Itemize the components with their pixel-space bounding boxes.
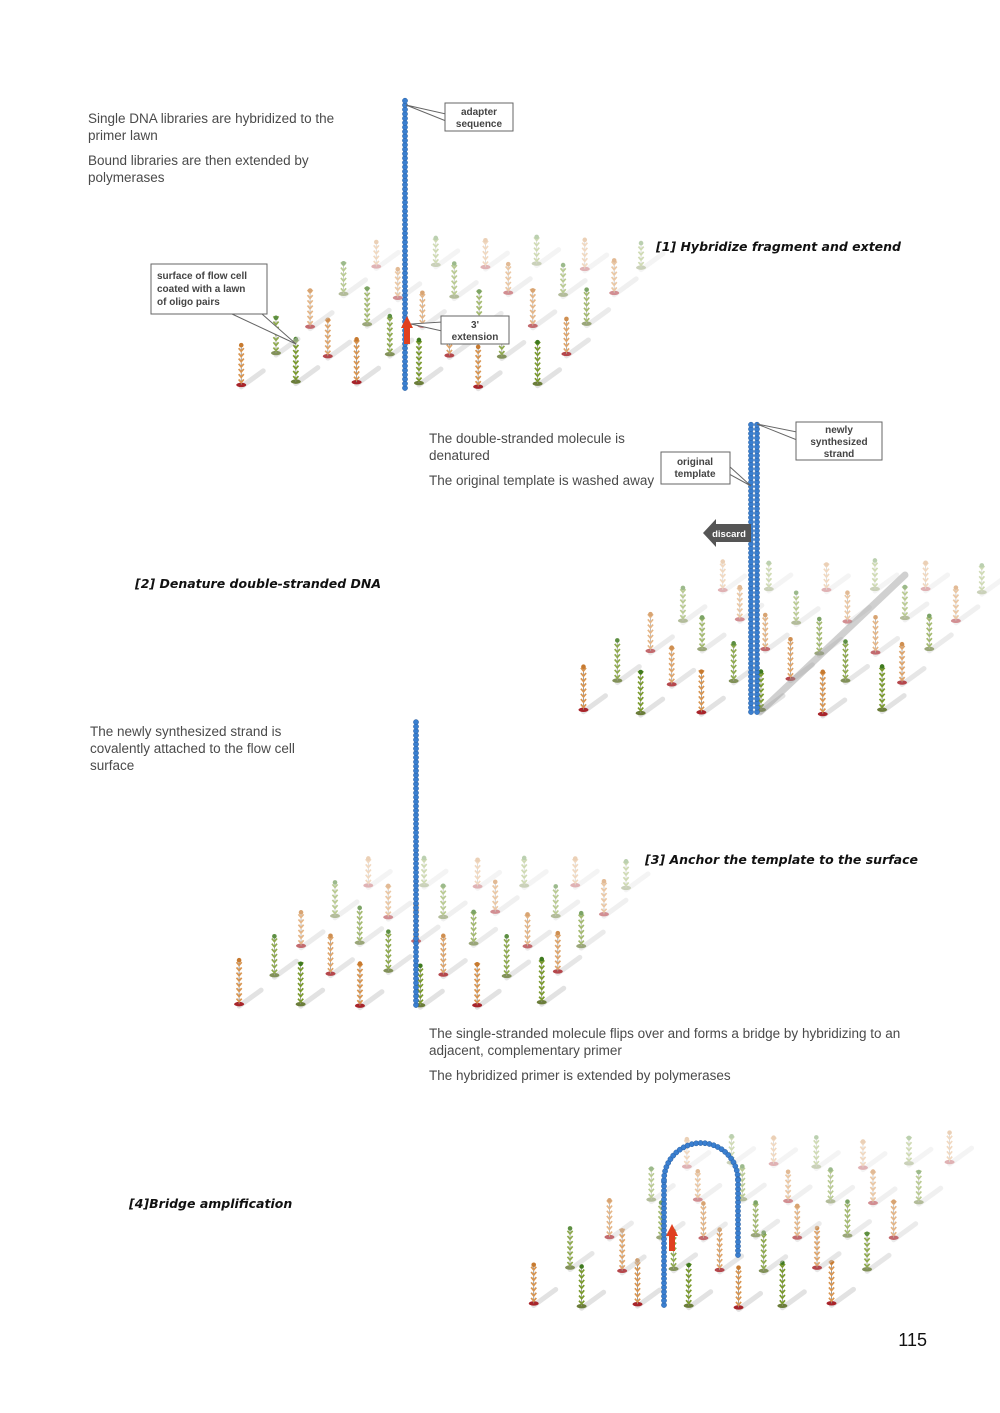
surface-callout-line2: coated with a lawn [157, 284, 246, 295]
oligo-primer [826, 1167, 853, 1203]
section4-paragraph-1: The single-stranded molecule flips over and forms a bridge by hybridizing to an adjacent, complementary primer [429, 1026, 901, 1058]
oligo-primer [529, 1262, 556, 1305]
step-label-4: [4]Bridge amplification [129, 1196, 293, 1211]
oligo-primer [737, 1164, 764, 1201]
oligo-primer [904, 1136, 931, 1166]
oligo-primer [769, 1135, 796, 1166]
oligo-primer [633, 1258, 660, 1306]
extension-callout-line2: extension [451, 332, 499, 343]
oligo-primer [693, 1169, 720, 1202]
oligo-primer [751, 1200, 778, 1237]
oligo-primer [842, 1199, 869, 1237]
oligo-primer [889, 1199, 916, 1240]
oligo-primer [617, 1228, 644, 1273]
oligo-primer [862, 1231, 889, 1271]
page-number: 115 [898, 1330, 927, 1350]
section2-paragraph-2: The original template is washed away [429, 473, 655, 488]
section1-paragraph-2: Bound libraries are then extended by polymerases [88, 153, 309, 185]
oligo-primer [858, 1139, 885, 1170]
oligo-primer [777, 1260, 804, 1308]
newly-callout-line1: newly [825, 425, 853, 436]
section4-paragraph-2: The hybridized primer is extended by polymerases [429, 1068, 731, 1083]
adapter-callout-line1: adapter [460, 107, 498, 118]
newly-callout-line2: synthesized [810, 437, 868, 448]
adapter-callout-line2: sequence [455, 119, 503, 130]
oligo-primer [914, 1170, 941, 1205]
section2-paragraph-1: The double-stranded molecule is denatured [429, 431, 625, 463]
oligo-primer [783, 1170, 810, 1204]
step-label-3: [3] Anchor the template to the surface [645, 852, 918, 867]
section1-paragraph-1: Single DNA libraries are hybridized to the primer lawn [88, 111, 335, 143]
oligo-primer [812, 1226, 839, 1270]
oligo-primer [684, 1263, 711, 1308]
original-callout-line2: template [674, 469, 716, 480]
discard-label: discard [712, 529, 746, 540]
oligo-primer [734, 1265, 761, 1309]
oligo-primer [565, 1226, 592, 1270]
oligo-primer [868, 1169, 895, 1205]
oligo-primer [577, 1264, 604, 1308]
section3-paragraph-1: The newly synthesized strand is covalently attached to the flow cell surface [90, 724, 295, 773]
dna-bridge [661, 1140, 740, 1307]
surface-callout-line3: of oligo pairs [157, 297, 220, 308]
oligo-primer [945, 1130, 972, 1164]
oligo-primer [792, 1204, 819, 1240]
oligo-primer [604, 1198, 631, 1239]
step-label-1: [1] Hybridize fragment and extend [656, 239, 902, 254]
newly-callout-line3: strand [823, 449, 855, 460]
original-callout-line1: original [676, 457, 714, 468]
surface-callout-line1: surface of flow cell [157, 271, 248, 282]
extension-callout-line1: 3' [471, 320, 479, 331]
oligo-primer [827, 1260, 854, 1306]
oligo-primer [811, 1135, 838, 1169]
step-label-2: [2] Denature double-stranded DNA [135, 576, 382, 591]
oligo-primer [646, 1166, 673, 1201]
